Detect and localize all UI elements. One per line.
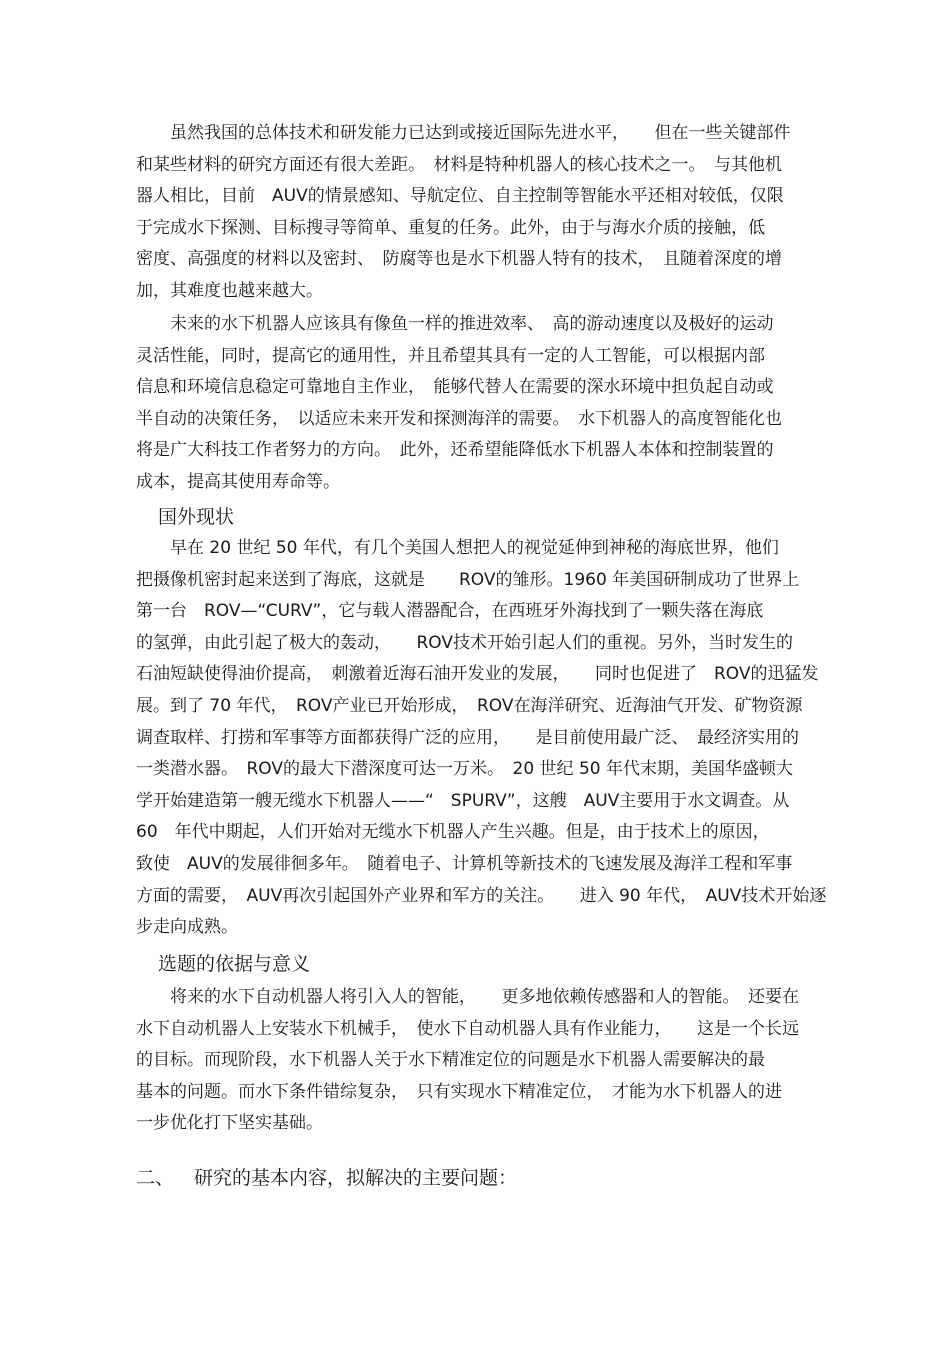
text-line: 一步优化打下坚实基础。	[136, 1113, 323, 1134]
text-line: 致使 AUV的发展徘徊多年。 随着电子、计算机等新技术的飞速发展及海洋工程和军事	[136, 853, 793, 874]
text-line: 将来的水下自动机器人将引入人的智能， 更多地依赖传感器和人的智能。 还要在	[170, 987, 799, 1007]
text-line: 步走向成熟。	[136, 917, 238, 938]
text-line: 信息和环境信息稳定可靠地自主作业， 能够代替人在需要的深水环境中担负起自动或	[136, 377, 774, 398]
section-title: 研究的基本内容，拟解决的主要问题：	[194, 1167, 518, 1189]
section-heading-two	[136, 1164, 517, 1192]
text-line: 展。到了 70 年代， ROV产业已开始形成， ROV在海洋研究、近海油气开发、矿物资源	[136, 695, 803, 716]
text-line: 的氢弹，由此引起了极大的轰动， ROV技术开始引起人们的重视。另外，当时发生的	[136, 632, 794, 653]
text-line: 学开始建造第一艘无缆水下机器人——“ SPURV”，这艘 AUV主要用于水文调查。从	[136, 790, 790, 811]
paragraph-foreign-history	[136, 533, 834, 944]
text-line: 将是广大科技工作者努力的方向。 此外，还希望能降低水下机器人本体和控制装置的	[136, 440, 774, 461]
text-line: 虽然我国的总体技术和研发能力已达到或接近国际先进水平， 但在一些关键部件	[170, 123, 791, 143]
text-line: 器人相比，目前 AUV的情景感知、导航定位、自主控制等智能水平还相对较低，仅限	[136, 186, 784, 207]
paragraph-topic-significance	[136, 982, 834, 1140]
text-line: 基本的问题。而水下条件错综复杂， 只有实现水下精准定位， 才能为水下机器人的进	[136, 1081, 782, 1102]
text-line: 调查取样、打捞和军事等方面都获得广泛的应用， 是目前使用最广泛、 最经济实用的	[136, 727, 799, 748]
heading-foreign-status: 国外现状	[158, 506, 235, 528]
text-line: 灵活性能，同时，提高它的通用性，并且希望其具有一定的人工智能，可以根据内部	[136, 345, 765, 366]
text-line: 把摄像机密封起来送到了海底，这就是 ROV的雏形。1960 年美国研制成功了世界上	[136, 569, 800, 590]
text-line: 水下自动机器人上安装水下机械手， 使水下自动机器人具有作业能力， 这是一个长远	[136, 1018, 799, 1039]
text-line: 加，其难度也越来越大。	[136, 280, 323, 301]
text-line: 半自动的决策任务， 以适应未来开发和探测海洋的需要。 水下机器人的高度智能化也	[136, 408, 782, 429]
text-line: 和某些材料的研究方面还有很大差距。 材料是特种机器人的核心技术之一。 与其他机	[136, 154, 782, 175]
heading-topic-basis: 选题的依据与意义	[158, 953, 311, 975]
paragraph-technology-gap	[136, 118, 834, 308]
text-line: 一类潜水器。 ROV的最大下潜深度可达一万米。 20 世纪 50 年代末期，美国华盛顿大	[136, 759, 793, 780]
text-line: 早在 20 世纪 50 年代，有几个美国人想把人的视觉延伸到神秘的海底世界，他们	[170, 538, 779, 558]
text-line: 成本，提高其使用寿命等。	[136, 471, 340, 492]
text-line: 石油短缺使得油价提高， 刺激着近海石油开发业的发展， 同时也促进了 ROV的迅猛发	[136, 664, 819, 685]
text-line: 密度、高强度的材料以及密封、 防腐等也是水下机器人特有的技术， 且随着深度的增	[136, 249, 782, 270]
text-line: 未来的水下机器人应该具有像鱼一样的推进效率、 高的游动速度以及极好的运动	[170, 314, 774, 334]
section-number: 二、	[136, 1167, 175, 1189]
text-line: 方面的需要， AUV再次引起国外产业界和军方的关注。 进入 90 年代， AUV技术开始逐	[136, 885, 827, 906]
text-line: 60 年代中期起，人们开始对无缆水下机器人产生兴趣。但是，由于技术上的原因，	[136, 822, 770, 843]
text-line: 的目标。而现阶段，水下机器人关于水下精准定位的问题是水下机器人需要解决的最	[136, 1050, 765, 1071]
text-line: 于完成水下探测、目标搜寻等简单、重复的任务。此外，由于与海水介质的接触，低	[136, 217, 765, 238]
paragraph-future-robots	[136, 309, 834, 499]
text-line: 第一台 ROV—“CURV”，它与载人潜器配合，在西班牙外海找到了一颗失落在海底	[136, 601, 764, 622]
